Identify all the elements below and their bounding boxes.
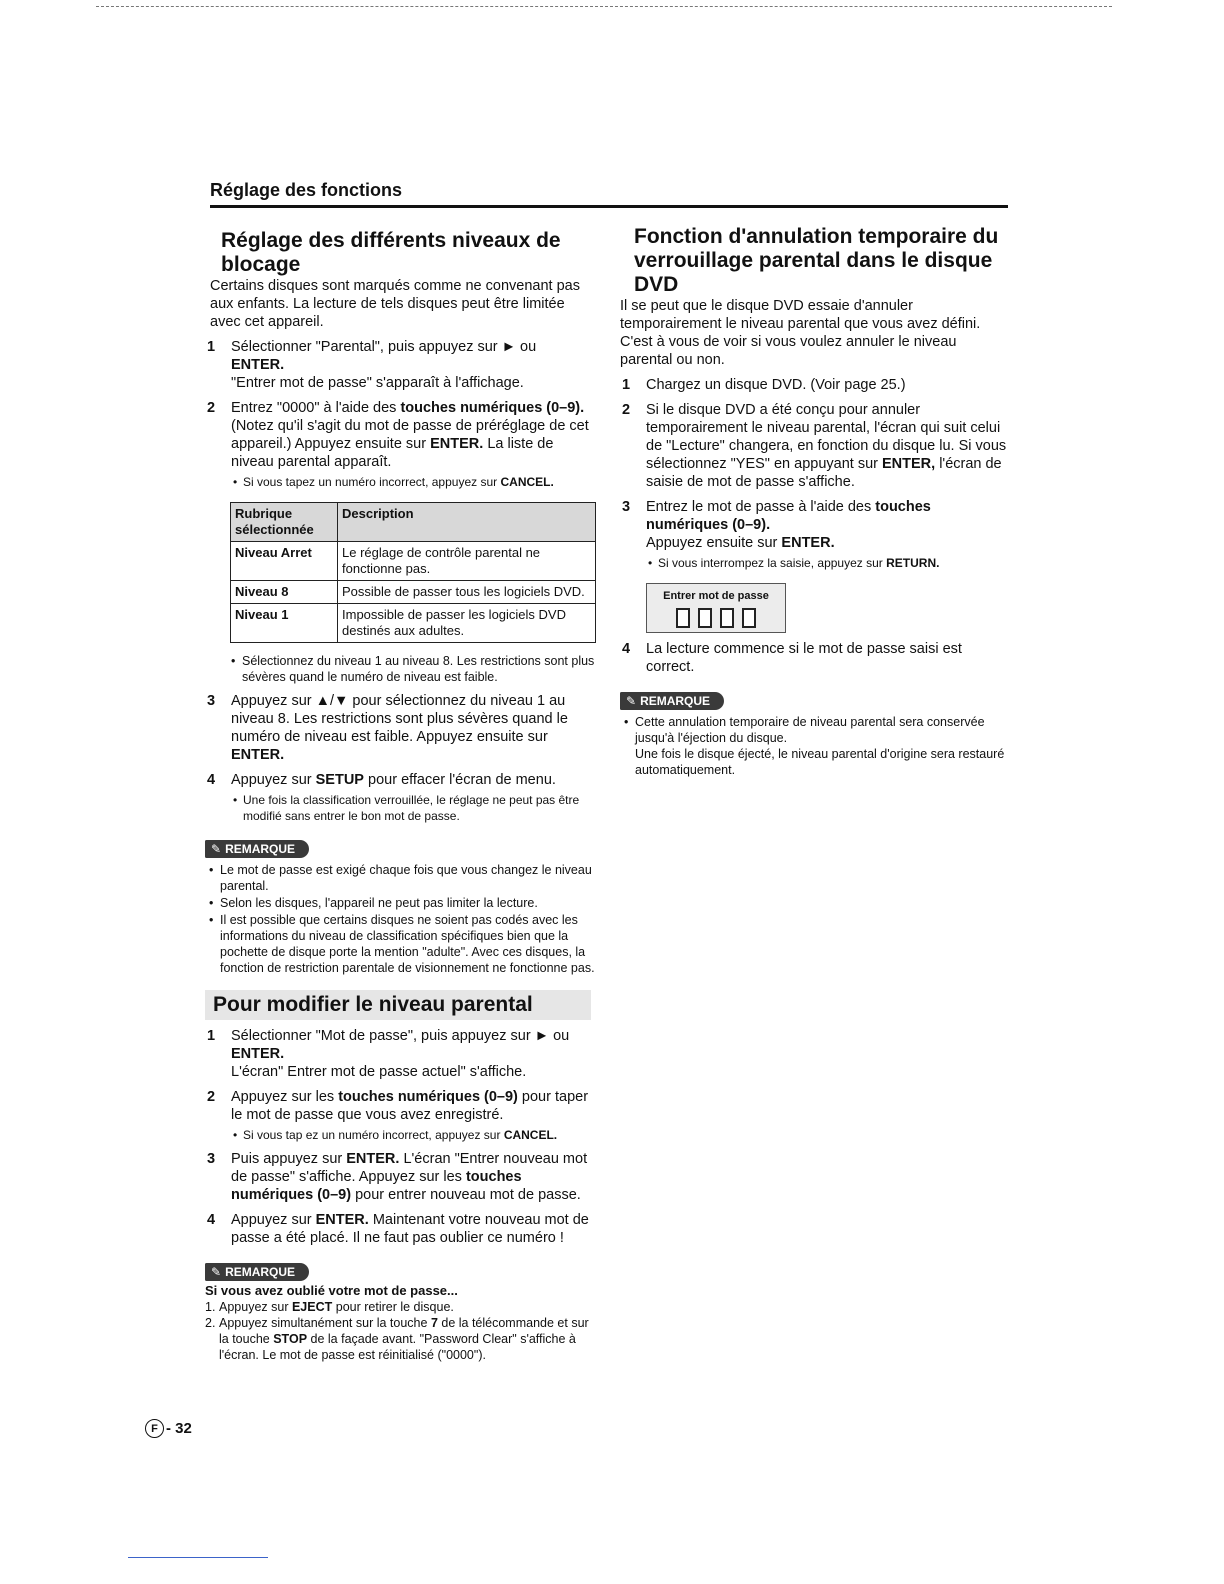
step-number: 3 — [622, 499, 631, 515]
note-key: CANCEL. — [503, 1128, 558, 1142]
table-row — [231, 581, 596, 604]
top-dashed-rule — [96, 6, 1112, 7]
right-step-4 — [620, 640, 1010, 676]
step-text: (Notez qu'il s'agit du mot de passe de préréglage de cet appareil.) Appuyez ensuite sur — [231, 418, 589, 452]
page-number — [145, 1419, 192, 1438]
step-key: touches numériques (0–9). — [646, 499, 931, 533]
step-note: • Une fois la classification verrouillée, le réglage ne peut pas être modifié sans entrer le bon mot de passe. — [231, 792, 597, 824]
modify-step-3 — [205, 1150, 597, 1204]
step-text: Appuyez sur ▲/▼ pour sélectionnez du niveau 1 au niveau 8. Les restrictions sont plus sévères quand le numéro de niveau est faible. Appuyez ensuite sur — [231, 693, 568, 745]
step-text: Appuyez sur — [231, 772, 312, 788]
remark-item: • Selon les disques, l'appareil ne peut pas limiter la lecture. — [205, 895, 597, 911]
step-text: pour entrer nouveau mot de passe. — [355, 1187, 581, 1203]
table-cell: Niveau 8 — [231, 581, 338, 604]
table-cell: Possible de passer tous les logiciels DVD. — [338, 581, 596, 604]
table-row — [231, 542, 596, 581]
modify-step-2 — [205, 1088, 597, 1143]
right-title: Fonction d'annulation temporaire du verrouillage parental dans le disque DVD — [634, 225, 999, 296]
left-steps — [205, 338, 597, 490]
step-text: pour effacer l'écran de menu. — [368, 772, 556, 788]
item-text: Appuyez simultanément sur la touche — [219, 1316, 428, 1330]
step-key: ENTER. — [231, 747, 285, 763]
step-key: ENTER. — [231, 357, 285, 373]
step-key: ENTER. — [315, 1212, 369, 1228]
table-cell: Impossible de passer les logiciels DVD destinés aux adultes. — [338, 604, 596, 643]
step-1 — [205, 338, 597, 392]
step-text: L'écran "Entrer nouveau mot de passe" s'affiche. Appuyez sur les — [231, 1151, 588, 1185]
item-number: 1. — [205, 1300, 216, 1314]
remark-label: REMARQUE — [640, 694, 711, 708]
step-text: Si le disque DVD a été conçu pour annuler temporairement le niveau parental, l'écran qui suit celui de "Lecture" changera, en fonction du disque lu. Si vous sélectionnez "YES" en appuyant sur — [646, 402, 1007, 472]
right-step-3 — [620, 498, 1010, 571]
password-digit-box — [698, 608, 712, 628]
note-text: Si vous tap ez un numéro incorrect, appuyez sur — [243, 1128, 501, 1142]
step-2 — [205, 399, 597, 490]
step-text: Sélectionner "Parental", puis appuyez sur ► ou — [231, 339, 537, 355]
step-4 — [205, 771, 597, 824]
item-key: 7 — [430, 1316, 438, 1330]
step-number: 2 — [207, 400, 216, 416]
table-cell: Niveau Arret — [231, 542, 338, 581]
step-number: 4 — [207, 1212, 216, 1228]
modify-step-1 — [205, 1027, 597, 1081]
right-steps — [620, 376, 1010, 571]
step-text: Entrez le mot de passe à l'aide des — [646, 499, 872, 515]
item-key: EJECT — [291, 1300, 333, 1314]
remark-label: REMARQUE — [225, 842, 296, 856]
note-text: Si vous interrompez la saisie, appuyez sur — [658, 556, 883, 570]
step-number: 2 — [207, 1089, 216, 1105]
remark-item: • Le mot de passe est exigé chaque fois que vous changez le niveau parental. — [205, 862, 597, 894]
remark-badge — [620, 692, 724, 710]
step-key: ENTER. — [781, 535, 835, 551]
left-title: Réglage des différents niveaux de blocage — [221, 229, 561, 276]
step-key: touches numériques (0–9). — [400, 400, 585, 416]
remark-text: • Cette annulation temporaire de niveau parental sera conservée jusqu'à l'éjection du disque. — [635, 715, 985, 745]
step-number: 3 — [207, 1151, 216, 1167]
remark-item — [620, 714, 1010, 778]
step-number: 1 — [622, 377, 631, 393]
step-3 — [205, 692, 597, 764]
step-text-group — [646, 534, 1010, 552]
table-header: Description — [338, 503, 596, 542]
remark-item: • Il est possible que certains disques ne soient pas codés avec les informations du niveau de classification spécifiques bien que la pochette de disque porte la mention "adulte". Avec ces disques, la fonction de restriction parentale de visionnement ne fonctionne pas. — [205, 912, 597, 976]
remark-label: REMARQUE — [225, 1265, 296, 1279]
item-text: Appuyez sur — [219, 1300, 289, 1314]
step-text: La liste de niveau parental apparaît. — [231, 436, 554, 470]
step-text: La lecture commence si le mot de passe saisi est correct. — [646, 641, 962, 675]
bottom-rule — [128, 1557, 268, 1558]
right-column — [620, 225, 1010, 778]
note-text: Si vous tapez un numéro incorrect, appuyez sur — [243, 475, 498, 489]
step-text: Appuyez sur les — [231, 1089, 335, 1105]
step-note — [231, 1127, 597, 1143]
step-text: Chargez un disque DVD. (Voir page 25.) — [646, 377, 906, 393]
left-column — [205, 225, 597, 1363]
table-cell: Le réglage de contrôle parental ne fonctionne pas. — [338, 542, 596, 581]
modify-step-4 — [205, 1211, 597, 1247]
step-text: Maintenant votre nouveau mot de passe a été placé. Il ne faut pas oublier ce numéro ! — [231, 1212, 589, 1246]
item-text: de la façade avant. "Password Clear" s'affiche à l'écran. Le mot de passe est réinitialisé ("0000"). — [219, 1332, 576, 1362]
forgot-password-list — [205, 1299, 597, 1363]
remark-badge — [205, 840, 309, 858]
step-key: ENTER. — [346, 1151, 400, 1167]
step-text: L'écran" Entrer mot de passe actuel" s'affiche. — [231, 1064, 527, 1080]
step-key: ENTER, — [882, 456, 936, 472]
step-text: Appuyez sur — [231, 1212, 312, 1228]
table-row — [231, 604, 596, 643]
password-digit-boxes — [651, 608, 781, 628]
step-text: l'écran de saisie de mot de passe s'affiche. — [646, 456, 1002, 490]
step-key: ENTER. — [430, 436, 484, 452]
step-note — [646, 555, 1010, 571]
note-key: CANCEL. — [500, 475, 554, 489]
table-cell: Niveau 1 — [231, 604, 338, 643]
step-text: pour taper le mot de passe que vous avez enregistré. — [231, 1089, 589, 1123]
note-key: RETURN. — [886, 556, 940, 570]
step-key: SETUP — [315, 772, 364, 788]
forgot-item — [205, 1299, 597, 1315]
step-text: Puis appuyez sur — [231, 1151, 343, 1167]
step-text: "Entrer mot de passe" s'apparaît à l'affichage. — [231, 375, 524, 391]
step-key: ENTER. — [231, 1046, 285, 1062]
step-text: Appuyez ensuite sur — [646, 535, 778, 551]
step-number: 4 — [207, 772, 216, 788]
page-letter-icon: F — [145, 1419, 164, 1438]
right-steps-cont — [620, 640, 1010, 676]
remark-list — [205, 862, 597, 976]
step-note — [231, 474, 597, 490]
left-intro: Certains disques sont marqués comme ne convenant pas aux enfants. La lecture de tels disques peut être limitée avec cet appareil. — [210, 278, 580, 330]
parental-level-table — [230, 502, 596, 643]
item-number: 2. — [205, 1316, 216, 1330]
modify-title: Pour modifier le niveau parental — [205, 990, 591, 1020]
step-number: 1 — [207, 1028, 216, 1044]
pencil-icon: ✎ — [211, 1265, 222, 1279]
step-key: touches numériques (0–9) — [231, 1169, 522, 1203]
forgot-item — [205, 1315, 597, 1363]
section-rule — [210, 205, 1008, 208]
table-note-list — [227, 653, 597, 685]
forgot-password-title: Si vous avez oublié votre mot de passe... — [205, 1283, 458, 1298]
step-text: Entrez "0000" à l'aide des — [231, 400, 397, 416]
password-digit-box — [742, 608, 756, 628]
item-text: de la télécommande et sur la touche — [219, 1316, 589, 1346]
table-note: • Sélectionnez du niveau 1 au niveau 8. Les restrictions sont plus sévères quand le numéro de niveau est faible. — [227, 653, 597, 685]
item-key: STOP — [273, 1332, 308, 1346]
right-remark-list — [620, 714, 1010, 778]
password-digit-box — [720, 608, 734, 628]
step-number: 4 — [622, 641, 631, 657]
right-step-2 — [620, 401, 1010, 491]
remark-text: Une fois le disque éjecté, le niveau parental d'origine sera restauré automatiquement. — [635, 747, 1005, 777]
table-header-row — [231, 503, 596, 542]
password-digit-box — [676, 608, 690, 628]
step-number: 3 — [207, 693, 216, 709]
step-number: 2 — [622, 402, 631, 418]
right-step-1 — [620, 376, 1010, 394]
page-number-text: - 32 — [166, 1420, 192, 1437]
item-text: pour retirer le disque. — [335, 1300, 454, 1314]
right-intro: Il se peut que le disque DVD essaie d'annuler temporairement le niveau parental que vous avez défini. C'est à vous de voir si vous voulez annuler le niveau parental ou non. — [620, 298, 981, 368]
modify-steps — [205, 1027, 597, 1247]
section-header: Réglage des fonctions — [210, 180, 403, 200]
left-steps-cont — [205, 692, 597, 824]
table-header: Rubrique sélectionnée — [231, 503, 338, 542]
pencil-icon: ✎ — [626, 694, 637, 708]
password-entry-screen — [646, 583, 786, 633]
step-number: 1 — [207, 339, 216, 355]
step-text: Sélectionner "Mot de passe", puis appuyez sur ► ou — [231, 1028, 570, 1044]
step-key: touches numériques (0–9) — [338, 1089, 518, 1105]
password-screen-title: Entrer mot de passe — [663, 590, 769, 602]
remark-badge — [205, 1263, 309, 1281]
pencil-icon: ✎ — [211, 842, 222, 856]
